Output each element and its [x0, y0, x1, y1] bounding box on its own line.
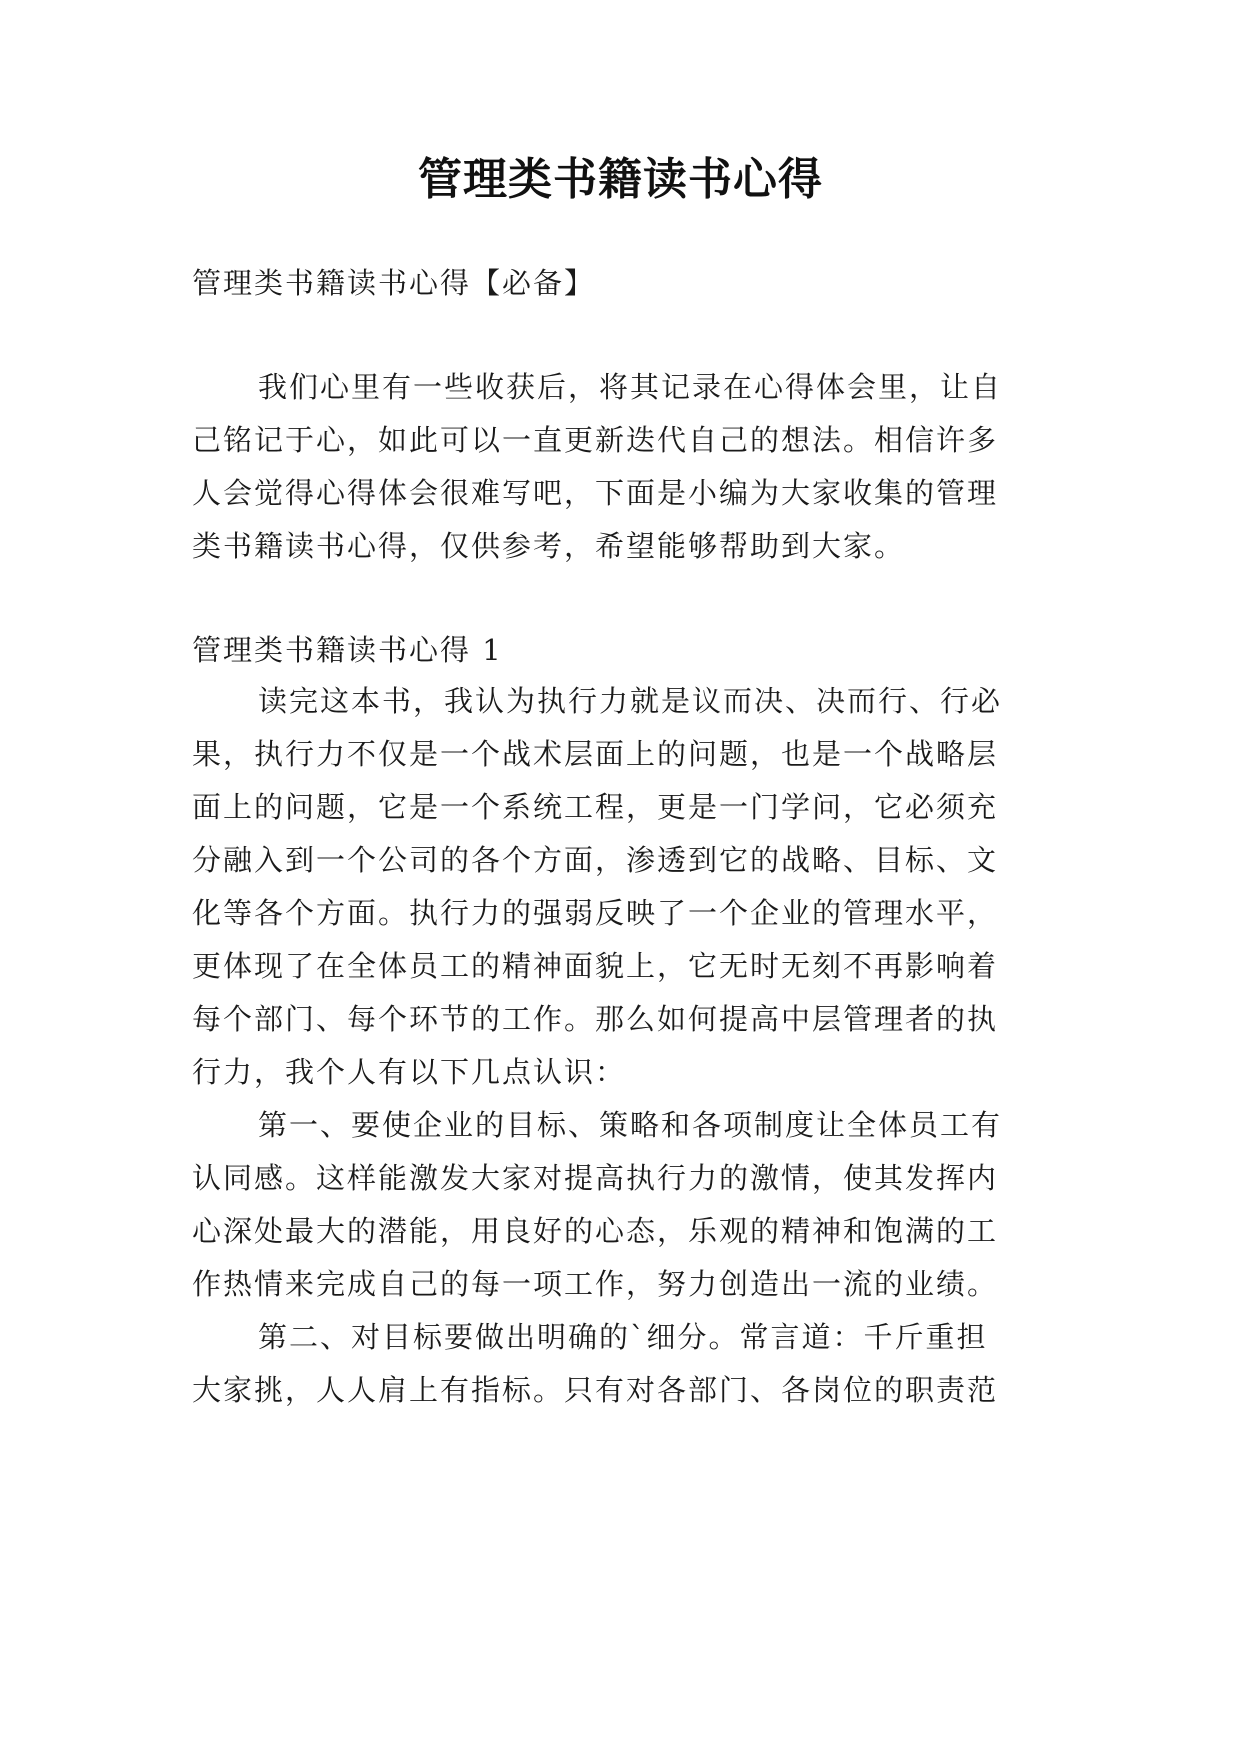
document-subtitle: 管理类书籍读书心得【必备】 — [192, 266, 596, 300]
section-heading: 管理类书籍读书心得 1 — [192, 633, 503, 667]
paragraph-line: 行力，我个人有以下几点认识： — [192, 1055, 627, 1089]
intro-line: 人会觉得心得体会很难写吧，下面是小编为大家收集的管理 — [192, 476, 999, 510]
paragraph-line: 第一、要使企业的目标、策略和各项制度让全体员工有 — [258, 1108, 1003, 1142]
paragraph-line: 读完这本书，我认为执行力就是议而决、决而行、行必 — [258, 684, 1003, 718]
paragraph-line: 分融入到一个公司的各个方面，渗透到它的战略、目标、文 — [192, 843, 999, 877]
paragraph-line: 大家挑，人人肩上有指标。只有对各部门、各岗位的职责范 — [192, 1373, 999, 1407]
intro-line: 我们心里有一些收获后，将其记录在心得体会里，让自 — [258, 370, 1003, 404]
paragraph-line: 化等各个方面。执行力的强弱反映了一个企业的管理水平， — [192, 896, 999, 930]
paragraph-line: 作热情来完成自己的每一项工作，努力创造出一流的业绩。 — [192, 1267, 999, 1301]
paragraph-line: 面上的问题，它是一个系统工程，更是一门学问，它必须充 — [192, 790, 999, 824]
paragraph-line: 每个部门、每个环节的工作。那么如何提高中层管理者的执 — [192, 1002, 999, 1036]
paragraph-line: 认同感。这样能激发大家对提高执行力的激情，使其发挥内 — [192, 1161, 999, 1195]
paragraph-line: 第二、对目标要做出明确的`细分。常言道：千斤重担 — [258, 1320, 988, 1354]
paragraph-line: 更体现了在全体员工的精神面貌上，它无时无刻不再影响着 — [192, 949, 999, 983]
paragraph-line: 心深处最大的潜能，用良好的心态，乐观的精神和饱满的工 — [192, 1214, 999, 1248]
document-title: 管理类书籍读书心得 — [418, 154, 823, 205]
intro-line: 类书籍读书心得，仅供参考，希望能够帮助到大家。 — [192, 529, 906, 563]
intro-line: 己铭记于心，如此可以一直更新迭代自己的想法。相信许多 — [192, 423, 999, 457]
paragraph-line: 果，执行力不仅是一个战术层面上的问题，也是一个战略层 — [192, 737, 999, 771]
